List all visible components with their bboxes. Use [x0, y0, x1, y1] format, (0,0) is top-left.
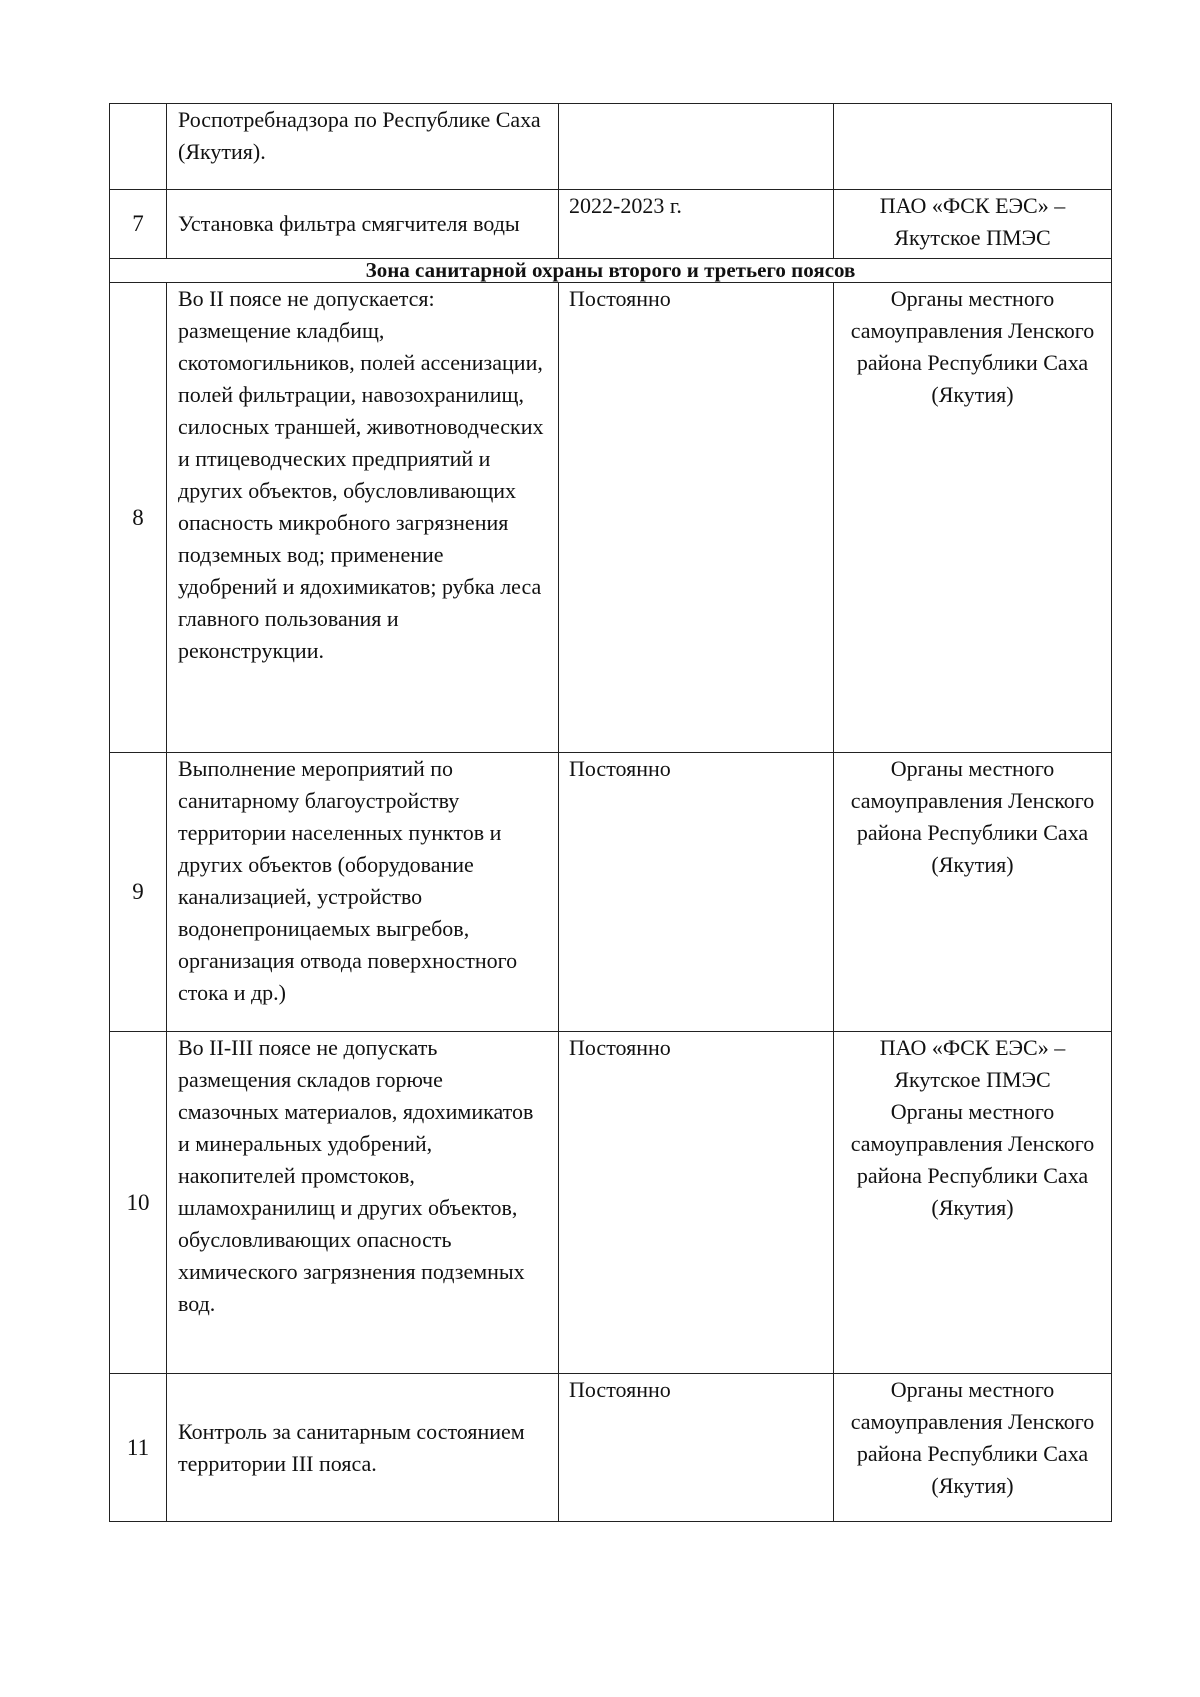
section-header-row: [110, 259, 1112, 283]
responsible-org-1: ПАО «ФСК ЕЭС» – Якутское ПМЭС: [879, 1035, 1066, 1092]
row-number: 9: [110, 753, 167, 1032]
row-number: 10: [110, 1032, 167, 1374]
table-row: [110, 753, 1112, 1032]
table-row: [110, 1032, 1112, 1374]
responsible-cell: ПАО «ФСК ЕЭС» – Якутское ПМЭС: [834, 190, 1112, 259]
action-cell: Контроль за санитарным состоянием территории III пояса.: [167, 1374, 559, 1522]
term-cell: Постоянно: [559, 283, 834, 753]
measures-table: [109, 103, 1112, 1522]
term-cell: Постоянно: [559, 753, 834, 1032]
term-cell: Постоянно: [559, 1374, 834, 1522]
action-cell: Во II поясе не допускается: размещение кладбищ, скотомогильников, полей ассенизации, полей фильтрации, навозохранилищ, силосных траншей, животноводческих и птицеводческих предприятий и других объектов, обусловливающих опасность микробного загрязнения подземных вод; применение удобрений и ядохимикатов; рубка леса главного пользования и реконструкции.: [167, 283, 559, 753]
term-cell: 2022-2023 г.: [559, 190, 834, 259]
action-cell: Роспотребнадзора по Республике Саха (Якутия).: [167, 104, 559, 190]
responsible-org-2: Органы местного самоуправления Ленского района Республики Саха (Якутия): [850, 1099, 1095, 1220]
row-number: 7: [110, 190, 167, 259]
action-cell: Выполнение мероприятий по санитарному благоустройству территории населенных пунктов и других объектов (оборудование канализацией, устройство водонепроницаемых выгребов, организация отвода поверхностного стока и др.): [167, 753, 559, 1032]
row-number: 8: [110, 283, 167, 753]
term-cell: [559, 104, 834, 190]
table-row: [110, 190, 1112, 259]
responsible-cell: Органы местного самоуправления Ленского района Республики Саха (Якутия): [834, 1374, 1112, 1522]
responsible-cell: [834, 1032, 1112, 1374]
table-row: [110, 1374, 1112, 1522]
term-cell: Постоянно: [559, 1032, 834, 1374]
action-cell: Во II-III поясе не допускать размещения складов горюче смазочных материалов, ядохимикатов и минеральных удобрений, накопителей промстоков, шламохранилищ и других объектов, обусловливающих опасность химического загрязнения подземных вод.: [167, 1032, 559, 1374]
table-row: [110, 283, 1112, 753]
row-number: 11: [110, 1374, 167, 1522]
responsible-cell: Органы местного самоуправления Ленского района Республики Саха (Якутия): [834, 753, 1112, 1032]
action-cell: Установка фильтра смягчителя воды: [167, 190, 559, 259]
section-title: Зона санитарной охраны второго и третьего поясов: [110, 259, 1112, 283]
table-row: [110, 104, 1112, 190]
row-number: [110, 104, 167, 190]
responsible-cell: Органы местного самоуправления Ленского района Республики Саха (Якутия): [834, 283, 1112, 753]
responsible-cell: [834, 104, 1112, 190]
